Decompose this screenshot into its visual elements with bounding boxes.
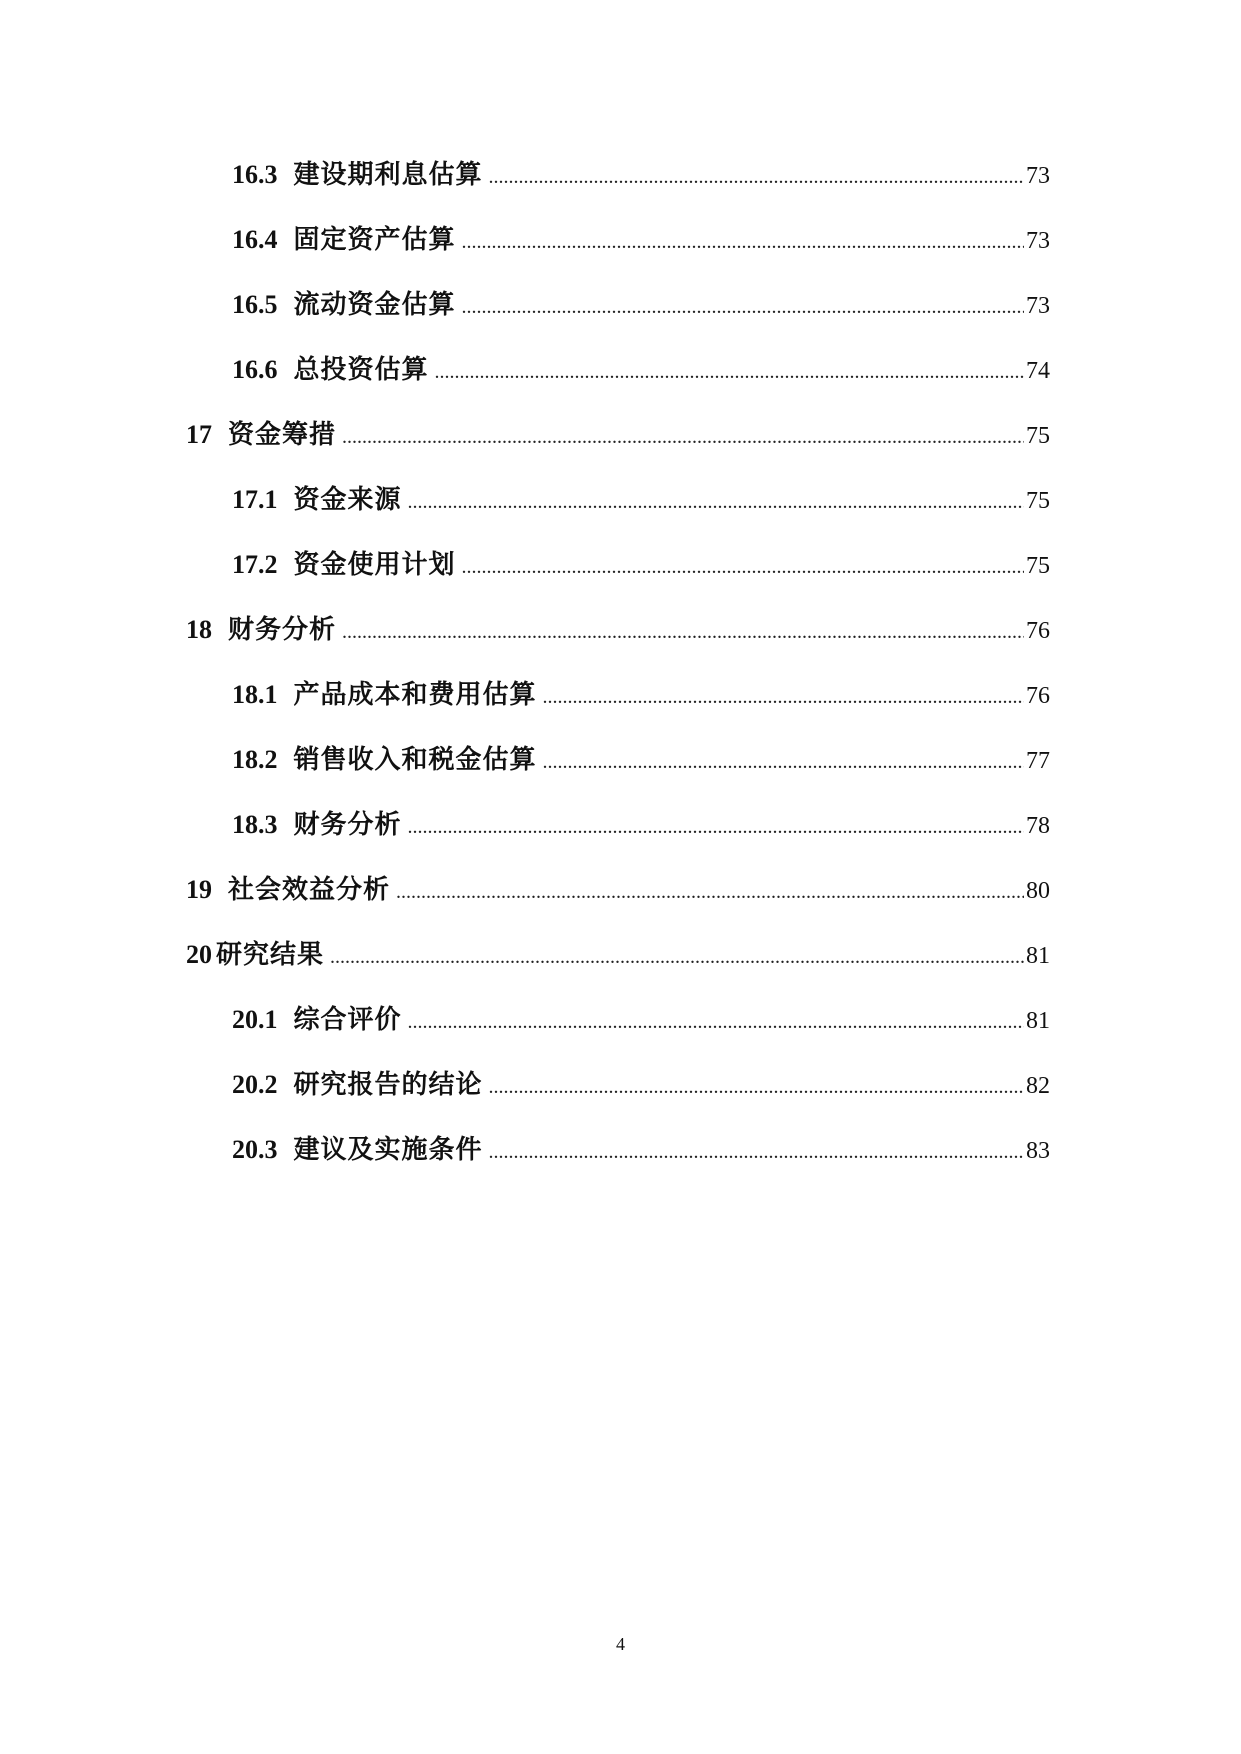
toc-entry-number: 17.1: [232, 485, 278, 514]
toc-entry-number: 19: [186, 875, 212, 904]
toc-entry-18-3[interactable]: [186, 808, 1050, 873]
toc-dot-leader: [408, 810, 1024, 844]
toc-entry-page: 75: [1026, 423, 1050, 449]
toc-entry-page: 80: [1026, 878, 1050, 904]
toc-entry-number: 20.3: [232, 1135, 278, 1164]
toc-entry-18[interactable]: [186, 613, 1050, 678]
toc-dot-leader: [489, 1135, 1024, 1169]
toc-entry-page: 74: [1026, 358, 1050, 384]
toc-dot-leader: [462, 290, 1024, 324]
toc-entry-page: 81: [1026, 1008, 1050, 1034]
toc-entry-page: 77: [1026, 748, 1050, 774]
toc-entry-page: 73: [1026, 163, 1050, 189]
toc-entry-page: 82: [1026, 1073, 1050, 1099]
toc-entry-page: 75: [1026, 553, 1050, 579]
toc-entry-17-2[interactable]: [186, 548, 1050, 613]
toc-dot-leader: [462, 225, 1024, 259]
table-of-contents: [186, 158, 1050, 1198]
toc-entry-title: 研究报告的结论: [293, 1070, 483, 1100]
toc-entry-title: 产品成本和费用估算: [293, 680, 537, 710]
toc-entry-title: 财务分析: [293, 810, 402, 840]
toc-entry-title: 资金筹措: [228, 420, 337, 450]
toc-entry-number: 18.1: [232, 680, 278, 709]
toc-dot-leader: [342, 420, 1024, 454]
toc-entry-20-3[interactable]: [186, 1133, 1050, 1198]
toc-dot-leader: [408, 1005, 1024, 1039]
page-number: 4: [616, 1634, 625, 1654]
toc-dot-leader: [435, 355, 1024, 389]
toc-dot-leader: [342, 615, 1024, 649]
toc-entry-number: 20.1: [232, 1005, 278, 1034]
toc-entry-20[interactable]: [186, 938, 1050, 1003]
toc-entry-20-1[interactable]: [186, 1003, 1050, 1068]
toc-entry-title: 建设期利息估算: [293, 160, 483, 190]
toc-entry-number: 17: [186, 420, 212, 449]
toc-dot-leader: [462, 550, 1024, 584]
toc-entry-20-2[interactable]: [186, 1068, 1050, 1133]
toc-dot-leader: [489, 1070, 1024, 1104]
toc-entry-16-6[interactable]: [186, 353, 1050, 418]
toc-entry-number: 16.4: [232, 225, 278, 254]
toc-entry-title: 社会效益分析: [228, 875, 391, 905]
toc-entry-number: 20: [186, 940, 212, 969]
toc-entry-page: 81: [1026, 943, 1050, 969]
toc-entry-title: 财务分析: [228, 615, 337, 645]
toc-dot-leader: [543, 745, 1024, 779]
toc-entry-title: 流动资金估算: [293, 290, 456, 320]
toc-entry-18-1[interactable]: [186, 678, 1050, 743]
toc-entry-number: 18.3: [232, 810, 278, 839]
toc-dot-leader: [543, 680, 1024, 714]
toc-entry-18-2[interactable]: [186, 743, 1050, 808]
toc-entry-page: 83: [1026, 1138, 1050, 1164]
toc-entry-number: 16.6: [232, 355, 278, 384]
toc-entry-number: 20.2: [232, 1070, 278, 1099]
toc-entry-title: 总投资估算: [293, 355, 429, 385]
toc-entry-title: 资金使用计划: [293, 550, 456, 580]
toc-entry-page: 78: [1026, 813, 1050, 839]
toc-dot-leader: [330, 940, 1024, 974]
toc-entry-title: 综合评价: [293, 1005, 402, 1035]
toc-entry-title: 研究结果: [216, 940, 325, 970]
toc-dot-leader: [408, 485, 1024, 519]
toc-entry-16-4[interactable]: [186, 223, 1050, 288]
toc-entry-page: 73: [1026, 293, 1050, 319]
toc-entry-number: 18: [186, 615, 212, 644]
toc-entry-17[interactable]: [186, 418, 1050, 483]
toc-entry-16-5[interactable]: [186, 288, 1050, 353]
toc-entry-17-1[interactable]: [186, 483, 1050, 548]
toc-entry-19[interactable]: [186, 873, 1050, 938]
toc-entry-title: 资金来源: [293, 485, 402, 515]
toc-entry-number: 17.2: [232, 550, 278, 579]
toc-entry-page: 76: [1026, 618, 1050, 644]
toc-entry-number: 16.5: [232, 290, 278, 319]
toc-entry-title: 销售收入和税金估算: [293, 745, 537, 775]
toc-entry-number: 18.2: [232, 745, 278, 774]
toc-entry-number: 16.3: [232, 160, 278, 189]
toc-entry-16-3[interactable]: [186, 158, 1050, 223]
toc-dot-leader: [489, 160, 1024, 194]
toc-entry-title: 固定资产估算: [293, 225, 456, 255]
toc-entry-page: 76: [1026, 683, 1050, 709]
toc-dot-leader: [396, 875, 1024, 909]
toc-entry-page: 73: [1026, 228, 1050, 254]
toc-entry-title: 建议及实施条件: [293, 1135, 483, 1165]
toc-entry-page: 75: [1026, 488, 1050, 514]
